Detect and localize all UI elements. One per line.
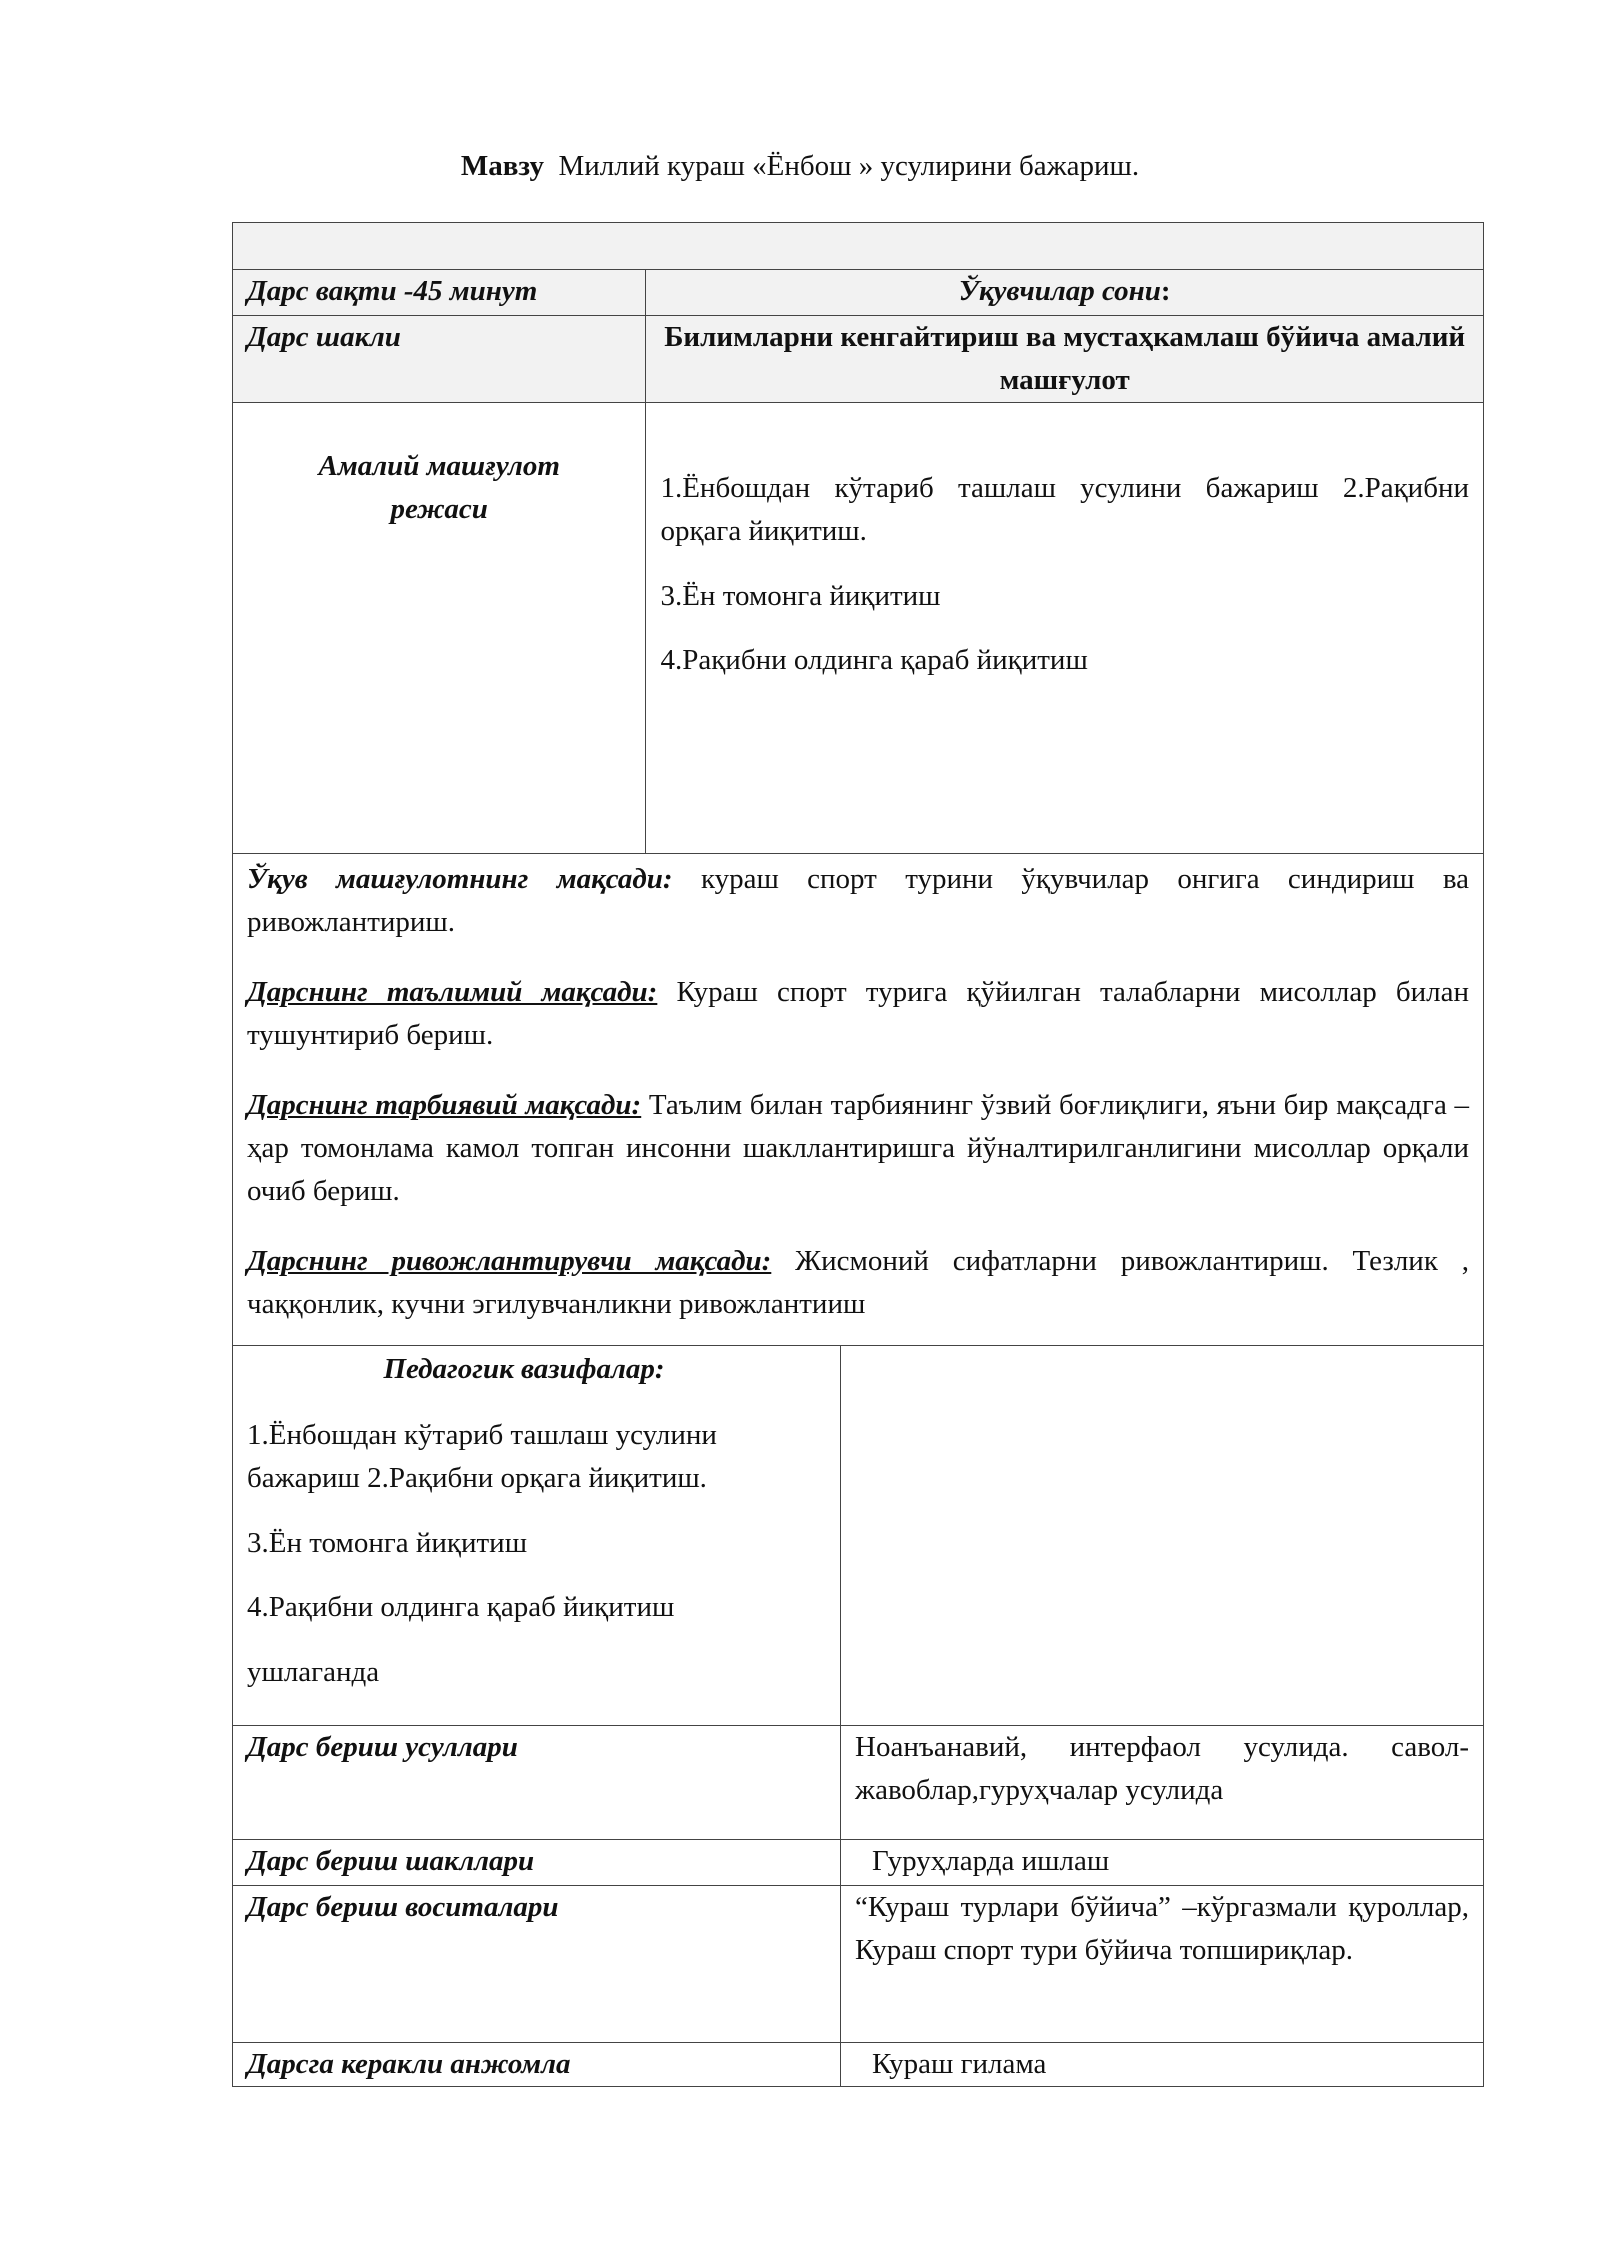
table-row <box>233 315 1483 402</box>
educational-goal-text: Кураш спорт турига қўйилган талабларни мисоллар билан тушунтириб бериш. <box>247 976 1470 1051</box>
table-row <box>233 1725 1483 1839</box>
equipment-value: Кураш гилама <box>840 2043 1483 2086</box>
table-row <box>233 269 1483 315</box>
page-title <box>0 150 1600 183</box>
developmental-goal-label: Дарснинг ривожлантирувчи мақсади: <box>247 1245 772 1277</box>
title-lead: Мавзу <box>460 150 544 182</box>
goals-cell <box>233 854 1483 1345</box>
tasks-label: Педагогик вазифалар: <box>383 1353 665 1385</box>
table-row <box>233 1345 1483 1725</box>
upbringing-goal-text: Таълим билан тарбиянинг ўзвий боғлиқлиги, яъни бир мақсадга – ҳар томонлама камол топган инсонни шакллантиришга йўналтирилганлигини мисоллар орқали очиб бериш. <box>247 1089 1469 1207</box>
forms-value: Гуруҳларда ишлаш <box>840 1840 1483 1885</box>
developmental-goal-text: Жисмоний сифатларни ривожлантириш. Тезлик , чаққонлик, кучни эгилувчанликни ривожлантииш <box>247 1245 1469 1320</box>
lesson-form-value: Билимларни кенгайтириш ва мустаҳкамлаш бўйича амалий машғулот <box>645 316 1483 402</box>
list-item: ушлаганда <box>247 1656 380 1688</box>
main-goal-label: Ўқув машғулотнинг мақсади: <box>247 863 673 895</box>
main-goal <box>247 858 1469 944</box>
tasks-cell <box>233 1346 840 1725</box>
title-text: Миллий кураш «Ёнбош » усулирини бажариш. <box>558 150 1140 182</box>
upbringing-goal-label: Дарснинг тарбиявий мақсади: <box>247 1089 642 1121</box>
plan-label: Амалий машғулот режаси <box>318 450 560 525</box>
means-label: Дарс бериш воситалари <box>247 1891 559 1923</box>
list-item: 1.Ёнбошдан кўтариб ташлаш усулини бажариш 2.Рақибни орқага йиқитиш. <box>660 472 1469 547</box>
table-row <box>233 2042 1483 2086</box>
educational-goal-label: Дарснинг таълимий мақсади: <box>247 976 658 1008</box>
table-header-row <box>233 223 1483 269</box>
list-item: 4.Рақибни олдинга қараб йиқитиш <box>660 644 1088 676</box>
methods-label: Дарс бериш усуллари <box>247 1731 518 1763</box>
lesson-time-label: Дарс вақти -45 минут <box>247 275 538 307</box>
list-item: 4.Рақибни олдинга қараб йиқитиш <box>247 1591 675 1623</box>
table-row <box>233 853 1483 1345</box>
means-value: “Кураш турлари бўйича” –кўргазмали қуроллар, Кураш спорт тури бўйича топшириқлар. <box>840 1886 1483 2042</box>
methods-value: Ноанъанавий, интерфаол усулида. савол-жавоблар,гуруҳчалар усулида <box>840 1726 1483 1839</box>
list-item: 3.Ён томонга йиқитиш <box>660 580 941 612</box>
list-item: 3.Ён томонга йиқитиш <box>247 1527 528 1559</box>
forms-label: Дарс бериш шакллари <box>247 1845 535 1877</box>
table-row <box>233 1839 1483 1885</box>
main-goal-text: кураш спорт турини ўқувчилар онгига синдириш ва ривожлантириш. <box>247 863 1470 938</box>
table-row <box>233 1885 1483 2042</box>
equipment-label: Дарсга керакли анжомла <box>247 2048 571 2080</box>
plan-items <box>645 403 1483 853</box>
lesson-plan-table <box>232 222 1484 2087</box>
upbringing-goal <box>247 1084 1469 1213</box>
educational-goal <box>247 971 1469 1057</box>
table-row <box>233 402 1483 853</box>
lesson-form-label: Дарс шакли <box>247 321 401 353</box>
list-item: 1.Ёнбошдан кўтариб ташлаш усулини бажариш 2.Рақибни орқага йиқитиш. <box>247 1419 717 1494</box>
students-label: Ўқувчилар сони <box>958 275 1161 307</box>
students-colon: : <box>1160 275 1171 307</box>
students-count-cell <box>645 270 1483 315</box>
developmental-goal <box>247 1240 1469 1326</box>
tasks-empty-cell <box>840 1346 1483 1725</box>
